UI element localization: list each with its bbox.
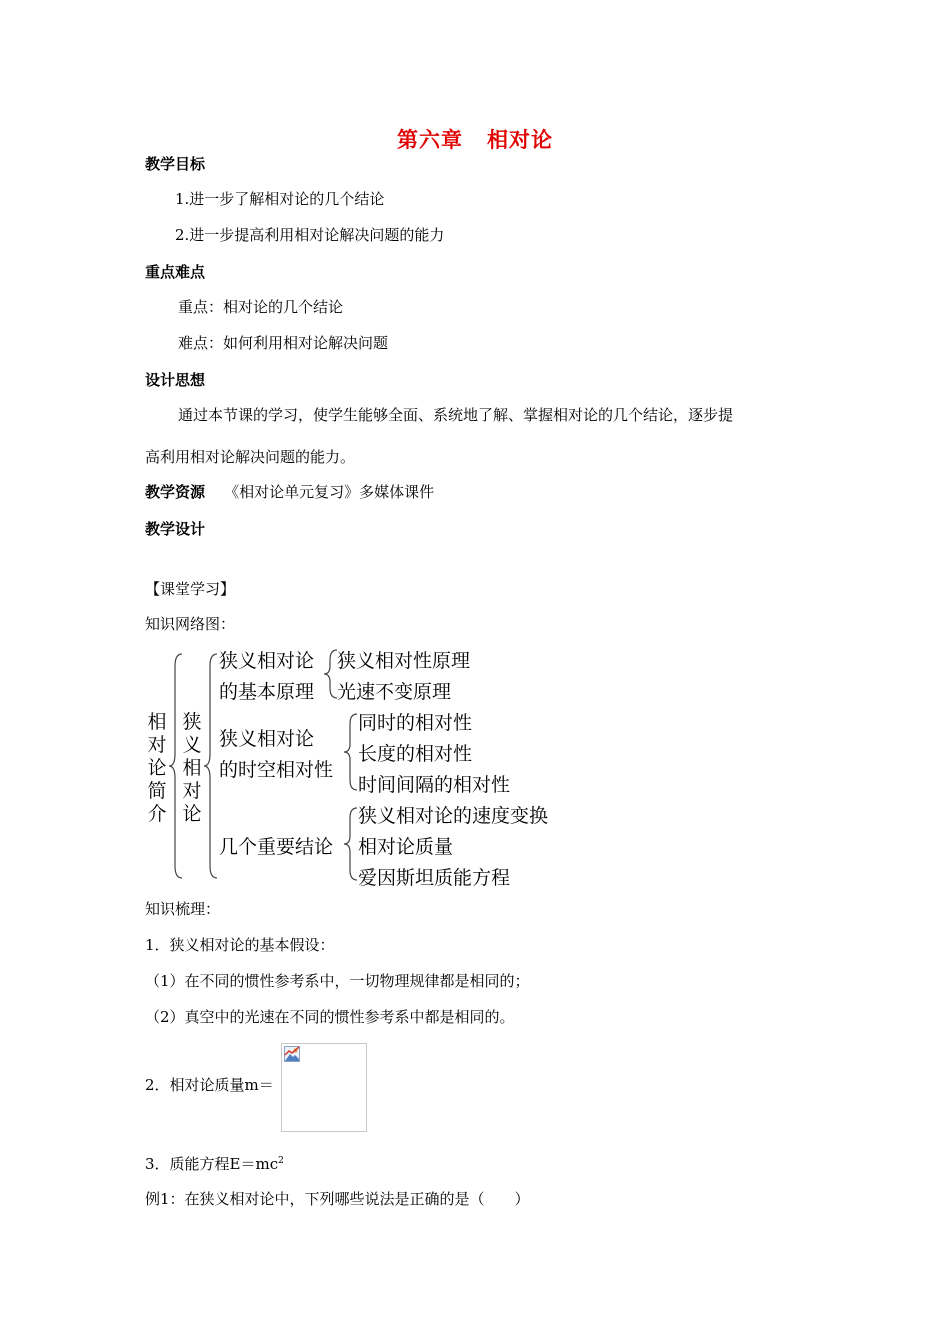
resources-row [145, 481, 434, 502]
group3-item-2: 相对论质量 [358, 836, 454, 858]
resources-text: 《相对论单元复习》多媒体课件 [224, 483, 435, 501]
group3-name: 几个重要结论 [219, 836, 334, 858]
goal-item-1: 1.进一步了解相对论的几个结论 [175, 190, 385, 208]
design-line-2: 高利用相对论解决问题的能力。 [145, 448, 356, 466]
map-branch: 狭义相对论 [182, 711, 202, 825]
group2-brace [344, 714, 357, 790]
review-item-1: 1．狭义相对论的基本假设： [145, 936, 335, 954]
review-item-1b: （2）真空中的光速在不同的惯性参考系中都是相同的。 [145, 1008, 515, 1026]
key-point: 重点：相对论的几个结论 [178, 298, 344, 316]
group3-item-1: 狭义相对论的速度变换 [358, 805, 549, 827]
goals-heading: 教学目标 [145, 155, 206, 173]
group1-brace [324, 650, 337, 698]
example-1: 例1：在狭义相对论中，下列哪些说法是正确的是（ ） [145, 1190, 530, 1208]
branch-brace [204, 654, 217, 878]
network-label: 知识网络图： [145, 615, 236, 633]
formula-image-placeholder [281, 1043, 367, 1132]
goal-item-2: 2.进一步提高利用相对论解决问题的能力 [175, 226, 445, 244]
group2-name-line1: 狭义相对论 [219, 728, 315, 750]
group2-item-1: 同时的相对性 [358, 712, 473, 734]
group3-item-3: 爱因斯坦质能方程 [358, 867, 511, 889]
group3-brace [344, 808, 357, 880]
knowledge-map [146, 642, 571, 890]
group1-item-1: 狭义相对性原理 [337, 650, 471, 672]
review-item-2: 2．相对论质量m＝ [145, 1076, 274, 1094]
group2-item-2: 长度的相对性 [358, 743, 473, 765]
chapter-title [0, 124, 950, 154]
difficult-point: 难点：如何利用相对论解决问题 [178, 334, 389, 352]
resources-heading: 教学资源 [145, 483, 206, 501]
review-label: 知识梳理： [145, 900, 221, 918]
key-points-heading: 重点难点 [145, 263, 206, 281]
map-root: 相对论简介 [147, 711, 167, 825]
group2-item-3: 时间间隔的相对性 [358, 774, 511, 796]
mass-energy-equation: 3．质能方程E＝mc [145, 1155, 279, 1173]
design-heading: 设计思想 [145, 371, 206, 389]
chapter-number: 第六章 [397, 128, 463, 152]
review-item-1a: （1）在不同的惯性参考系中，一切物理规律都是相同的； [145, 972, 530, 990]
review-item-3 [145, 1153, 284, 1174]
group1-name-line2: 的基本原理 [219, 681, 315, 703]
group1-item-2: 光速不变原理 [337, 681, 452, 703]
teaching-design-heading: 教学设计 [145, 520, 206, 538]
design-line-1: 通过本节课的学习，使学生能够全面、系统地了解、掌握相对论的几个结论，逐步提 [178, 406, 734, 424]
equation-exponent: 2 [278, 1156, 284, 1166]
group2-name-line2: 的时空相对性 [219, 759, 334, 781]
chapter-name: 相对论 [487, 128, 553, 152]
classroom-label: 【课堂学习】 [145, 580, 236, 598]
group1-name-line1: 狭义相对论 [219, 650, 315, 672]
broken-image-icon [284, 1046, 300, 1062]
